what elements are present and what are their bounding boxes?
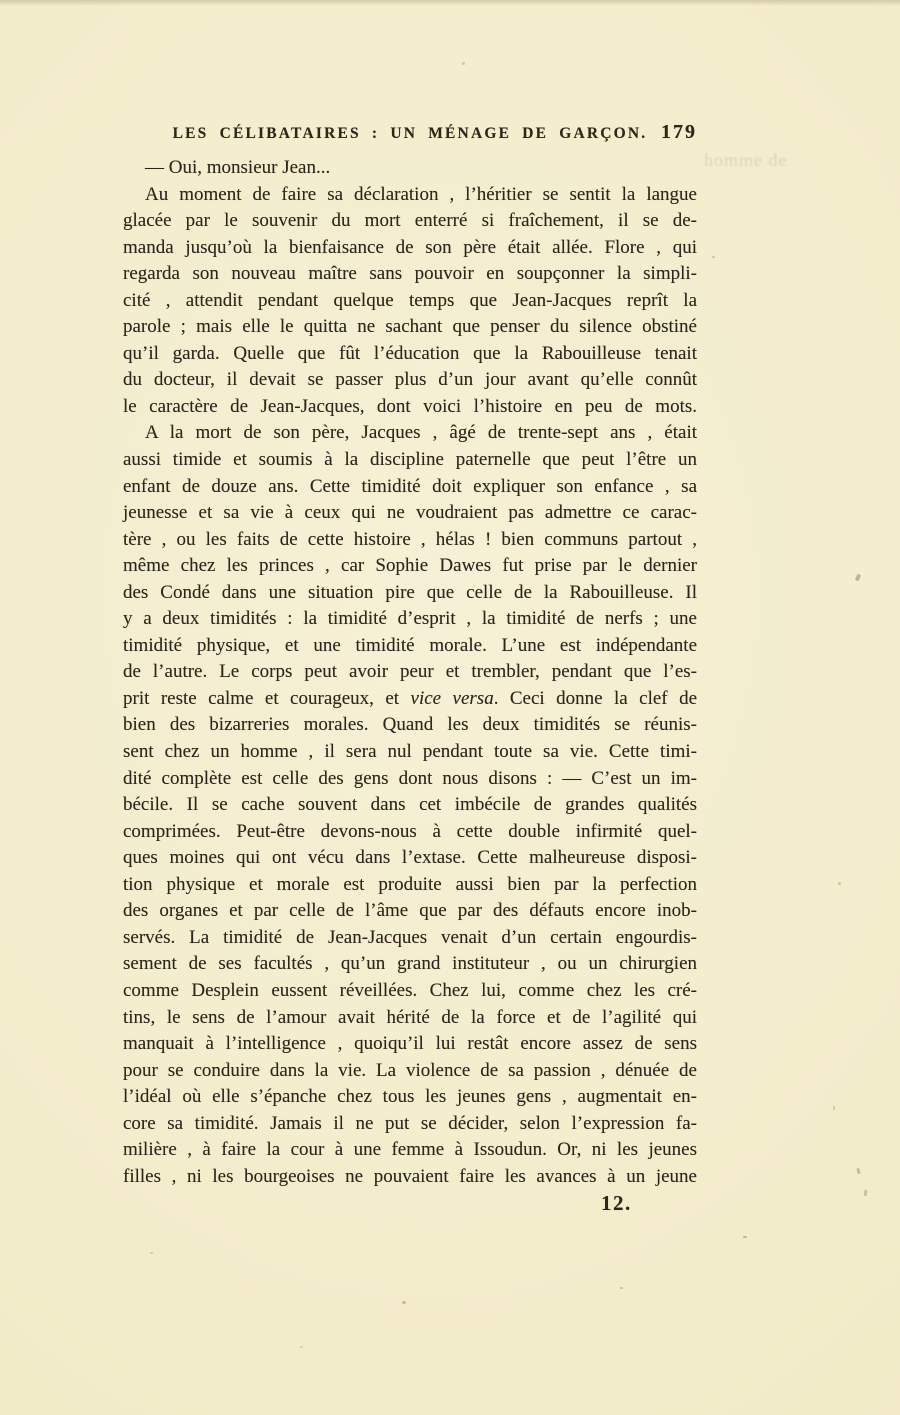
text-line: comme Desplein eussent réveillées. Chez lui, comme chez les cré-: [123, 979, 697, 1001]
text-line: manda jusqu’où la bienfaisance de son père était allée. Flore , qui: [123, 236, 697, 258]
page-top-edge-shadow: [0, 0, 900, 6]
text-line: de l’autre. Le corps peut avoir peur et trembler, pendant que l’es-: [123, 661, 697, 683]
paper-speck: [402, 1301, 406, 1304]
paper-speck: [150, 1252, 153, 1254]
running-header: [123, 123, 697, 145]
text-line: timidité physique, et une timidité morale. L’une est indépendante: [123, 634, 697, 656]
text-line: filles , ni les bourgeoises ne pouvaient faire les avances à un jeune: [123, 1165, 697, 1187]
text-line: parole ; mais elle le quitta ne sachant que penser du silence obstiné: [123, 316, 697, 338]
text-line: Au moment de faire sa déclaration , l’héritier se sentit la langue: [145, 183, 697, 205]
text-line: y a deux timidités : la timidité d’esprit , la timidité de nerfs ; une: [123, 608, 697, 630]
text-line: bécile. Il se cache souvent dans cet imbécile de grandes qualités: [123, 794, 697, 816]
text-line: tins, le sens de l’amour avait hérité de la force et de l’agilité qui: [123, 1006, 697, 1028]
text-line: bien des bizarreries morales. Quand les deux timidités se réunis-: [123, 714, 697, 736]
text-line: comprimées. Peut-être devons-nous à cette double infirmité quel-: [123, 820, 697, 842]
body-text: [123, 155, 697, 1190]
header-title: LES CÉLIBATAIRES : UN MÉNAGE DE GARÇON.: [172, 125, 648, 142]
text-line: tion physique et morale est produite aussi bien par la perfection: [123, 873, 697, 895]
text-line: tère , ou les faits de cette histoire , hélas ! bien communs partout ,: [123, 528, 697, 550]
text-line: sement de ses facultés , qu’un grand instituteur , ou un chirurgien: [123, 953, 697, 975]
text-line: du docteur, il devait se passer plus d’un jour avant qu’elle connût: [123, 369, 697, 391]
text-line: regarda son nouveau maître sans pouvoir en soupçonner la simpli-: [123, 263, 697, 285]
text-line: pour se conduire dans la vie. La violence de sa passion , dénuée de: [123, 1059, 697, 1081]
paper-speck: [838, 882, 841, 885]
paper-speck: [300, 1346, 303, 1348]
text-line: servés. La timidité de Jean-Jacques venait d’un certain engourdis-: [123, 926, 697, 948]
signature-mark: 12.: [601, 1191, 632, 1215]
showthrough-text: homme de: [704, 150, 788, 170]
text-line: le caractère de Jean-Jacques, dont voici l’histoire en peu de mots.: [123, 395, 697, 417]
text-line: core sa timidité. Jamais il ne put se décider, selon l’expression fa-: [123, 1112, 697, 1134]
text-segment: . Ceci donne la clef de: [493, 687, 697, 709]
text-line: des Condé dans une situation pire que celle de la Rabouilleuse. Il: [123, 581, 697, 603]
text-line: manquait à l’intelligence , quoiqu’il lui restât encore assez de sens: [123, 1033, 697, 1055]
text-line: — Oui, monsieur Jean...: [145, 157, 331, 178]
paper-speck: [743, 1236, 747, 1238]
paper-speck: [462, 62, 465, 65]
text-line: milière , à faire la cour à une femme à Issoudun. Or, ni les jeunes: [123, 1139, 697, 1161]
paper-speck: [833, 1106, 835, 1110]
text-line: ques moines qui ont vécu dans l’extase. Cette malheureuse disposi-: [123, 847, 697, 869]
text-line: aussi timide et soumis à la discipline paternelle que peut l’être un: [123, 449, 697, 471]
text-line: glacée par le souvenir du mort enterré si fraîchement, il se de-: [123, 210, 697, 232]
text-segment: prit reste calme et courageux, et: [123, 687, 411, 709]
italic-phrase: vice versa: [410, 687, 494, 709]
text-line: des organes et par celle de l’âme que par des défauts encore inob-: [123, 900, 697, 922]
text-line: qu’il garda. Quelle que fût l’éducation que la Rabouilleuse tenait: [123, 342, 697, 364]
text-line: A la mort de son père, Jacques , âgé de trente-sept ans , était: [145, 422, 697, 444]
text-line: enfant de douze ans. Cette timidité doit expliquer son enfance , sa: [123, 475, 697, 497]
text-line: jeunesse et sa vie à ceux qui ne voudraient pas admettre ce carac-: [123, 502, 697, 524]
text-line: cité , attendit pendant quelque temps que Jean-Jacques reprît la: [123, 289, 697, 311]
text-line: même chez les princes , car Sophie Dawes fut prise par le dernier: [123, 555, 697, 577]
paper-speck: [620, 1287, 623, 1289]
text-line: l’idéal où elle s’épanche chez tous les jeunes gens , augmentait en-: [123, 1086, 697, 1108]
text-line: dité complète est celle des gens dont nous disons : — C’est un im-: [123, 767, 697, 789]
paper-speck: [712, 256, 715, 258]
text-line: sent chez un homme , il sera nul pendant toute sa vie. Cette timi-: [123, 741, 697, 763]
page-number: 179: [661, 121, 697, 143]
text-line: [123, 686, 697, 713]
